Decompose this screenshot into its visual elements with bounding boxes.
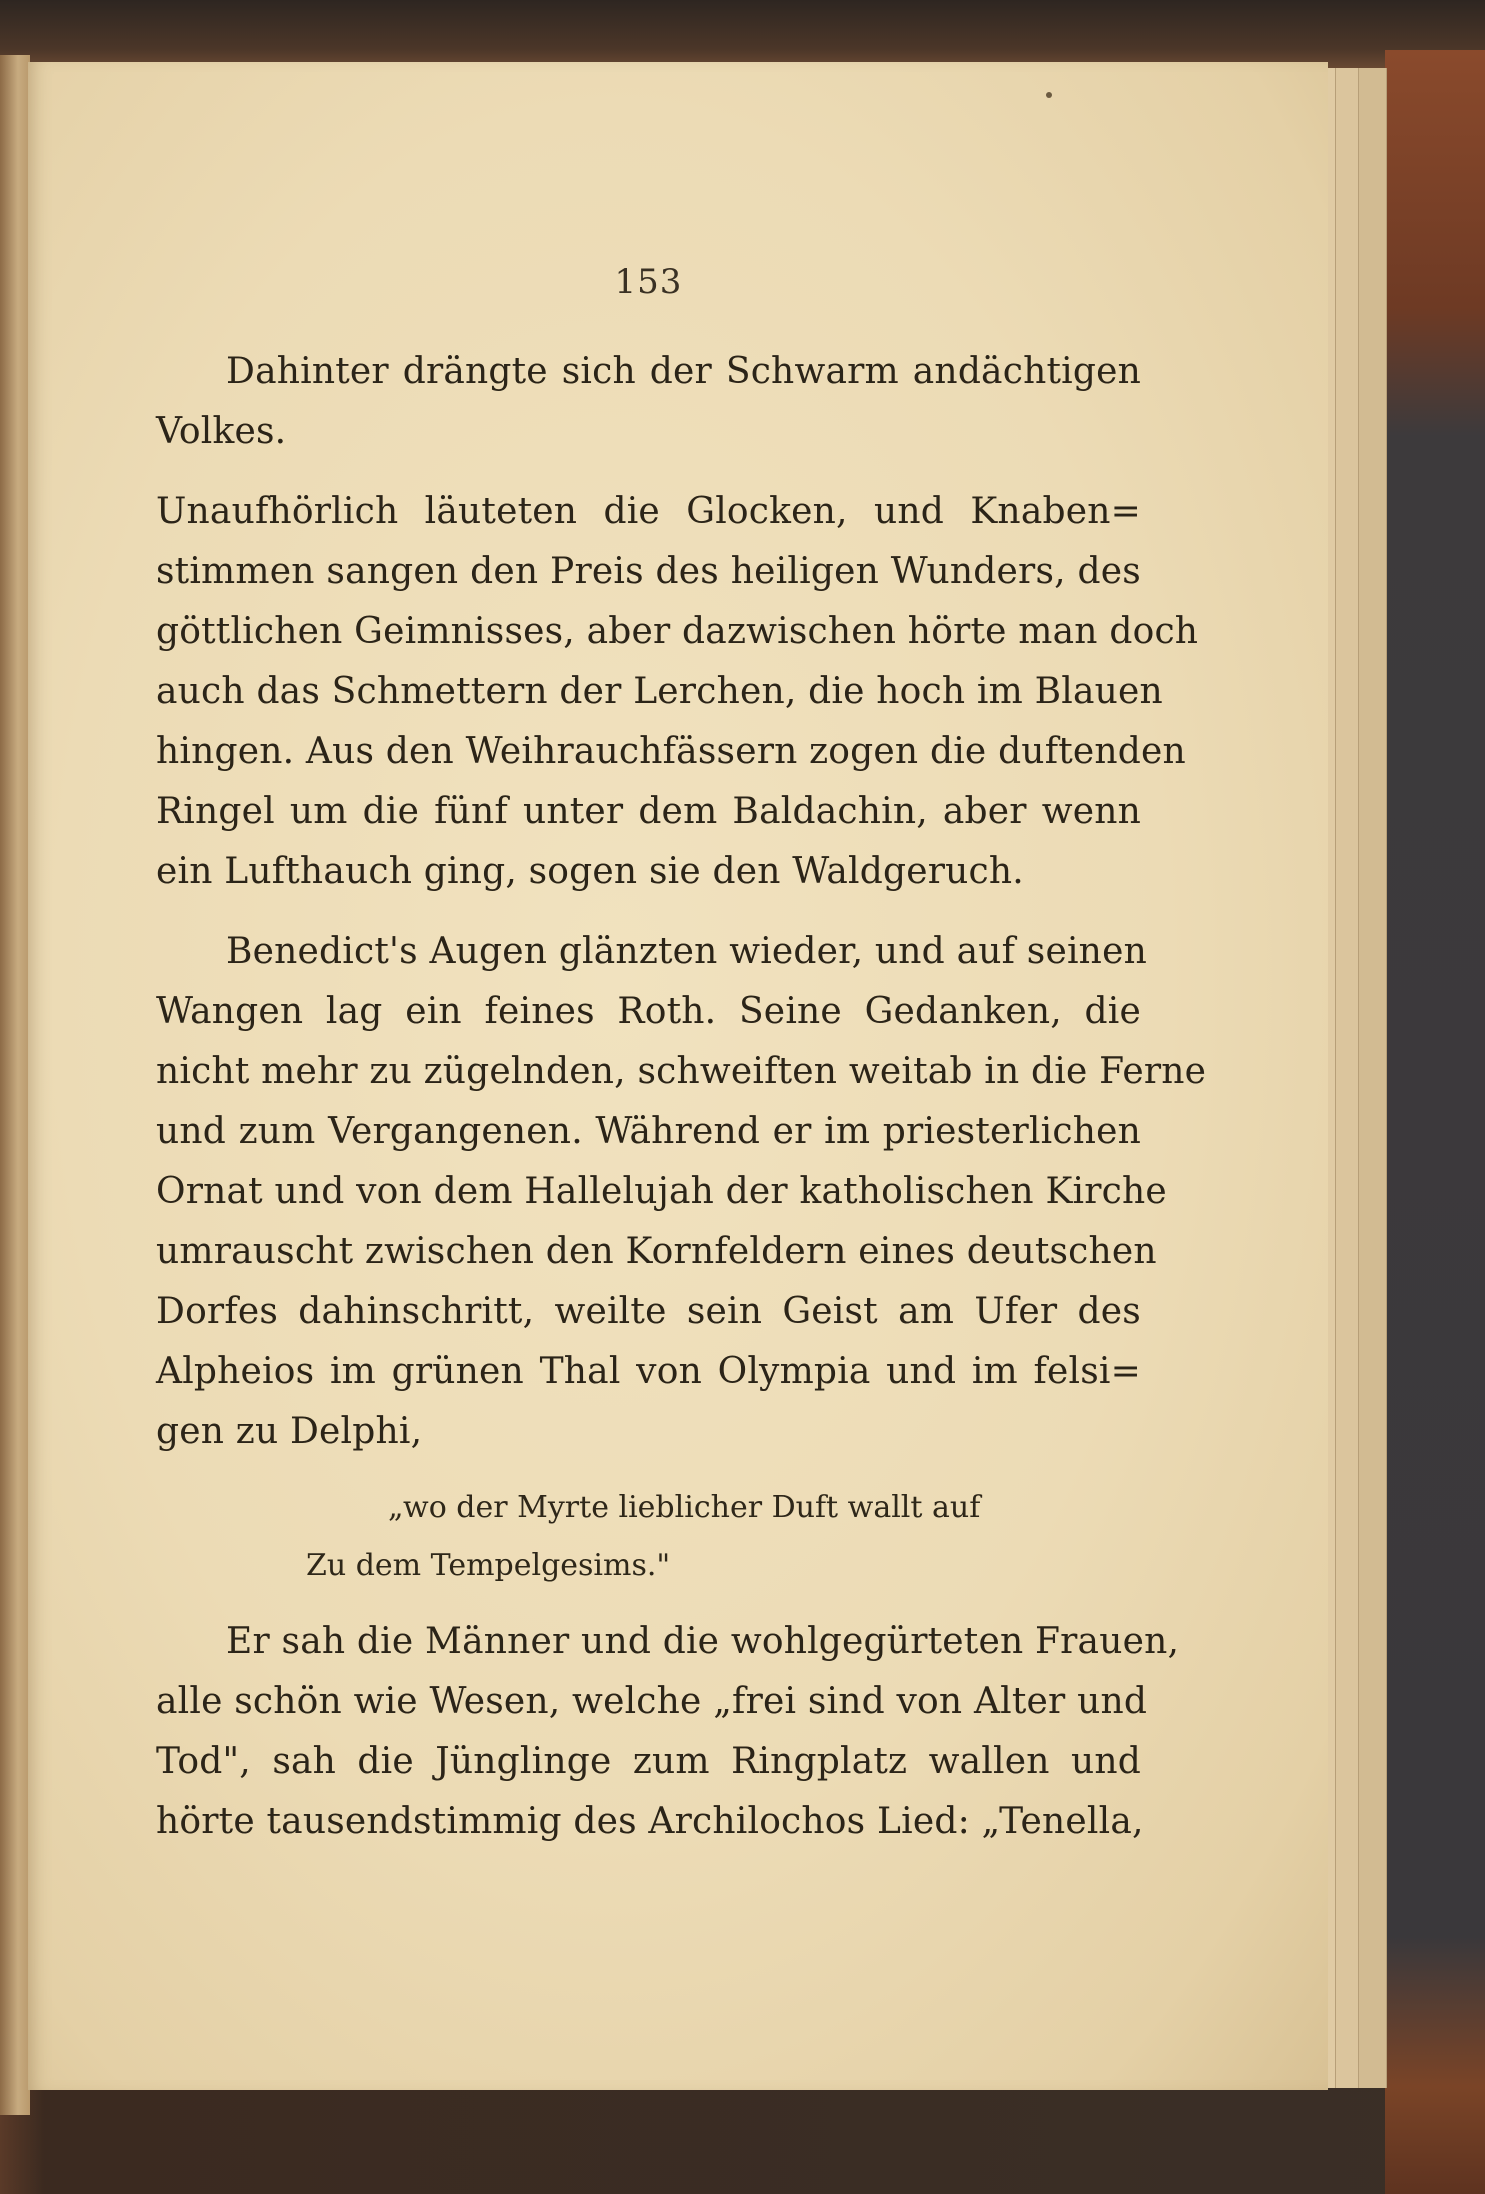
- text-line: Dorfes dahinschritt, weilte sein Geist am Ufer des: [156, 1291, 1141, 1332]
- text-line: ein Lufthauch ging, sogen sie den Waldgeruch.: [156, 851, 1024, 892]
- text-line: Unaufhörlich läuteten die Glocken, und Knaben=: [156, 491, 1141, 532]
- text-line: Volkes.: [156, 411, 287, 452]
- binding-top-edge: [0, 0, 1485, 70]
- book-page: [28, 62, 1328, 2090]
- page-gutter: [0, 55, 30, 2115]
- paper-speck: [1046, 92, 1052, 98]
- verse-line: „wo der Myrte lieblicher Duft wallt auf: [388, 1490, 981, 1525]
- text-line: Alpheios im grünen Thal von Olympia und im felsi=: [156, 1351, 1141, 1392]
- text-line: göttlichen Geimnisses, aber dazwischen hörte man doch: [156, 611, 1199, 652]
- text-line: hingen. Aus den Weihrauchfässern zogen die duftenden: [156, 731, 1186, 772]
- text-line: stimmen sangen den Preis des heiligen Wunders, des: [156, 551, 1141, 592]
- text-line: Tod", sah die Jünglinge zum Ringplatz wallen und: [156, 1741, 1141, 1782]
- text-line: gen zu Delphi,: [156, 1411, 423, 1452]
- text-line: Dahinter drängte sich der Schwarm andächtigen: [226, 351, 1141, 392]
- binding-right-cover: [1385, 50, 1485, 2194]
- page-number: 153: [614, 262, 683, 302]
- text-line: umrauscht zwischen den Kornfeldern eines deutschen: [156, 1231, 1157, 1272]
- text-line: alle schön wie Wesen, welche „frei sind von Alter und: [156, 1681, 1148, 1722]
- text-line: und zum Vergangenen. Während er im priesterlichen: [156, 1111, 1141, 1152]
- text-line: nicht mehr zu zügelnden, schweiften weitab in die Ferne: [156, 1051, 1207, 1092]
- text-line: Wangen lag ein feines Roth. Seine Gedanken, die: [156, 991, 1141, 1032]
- text-line: Benedict's Augen glänzten wieder, und auf seinen: [226, 931, 1147, 972]
- text-line: Er sah die Männer und die wohlgegürteten Frauen,: [226, 1621, 1180, 1662]
- text-line: hörte tausendstimmig des Archilochos Lied: „Tenella,: [156, 1801, 1144, 1842]
- text-line: Ringel um die fünf unter dem Baldachin, aber wenn: [156, 791, 1141, 832]
- text-line: Ornat und von dem Hallelujah der katholischen Kirche: [156, 1171, 1167, 1212]
- text-line: auch das Schmettern der Lerchen, die hoch im Blauen: [156, 671, 1163, 712]
- verse-line: Zu dem Tempelgesims.": [306, 1548, 671, 1583]
